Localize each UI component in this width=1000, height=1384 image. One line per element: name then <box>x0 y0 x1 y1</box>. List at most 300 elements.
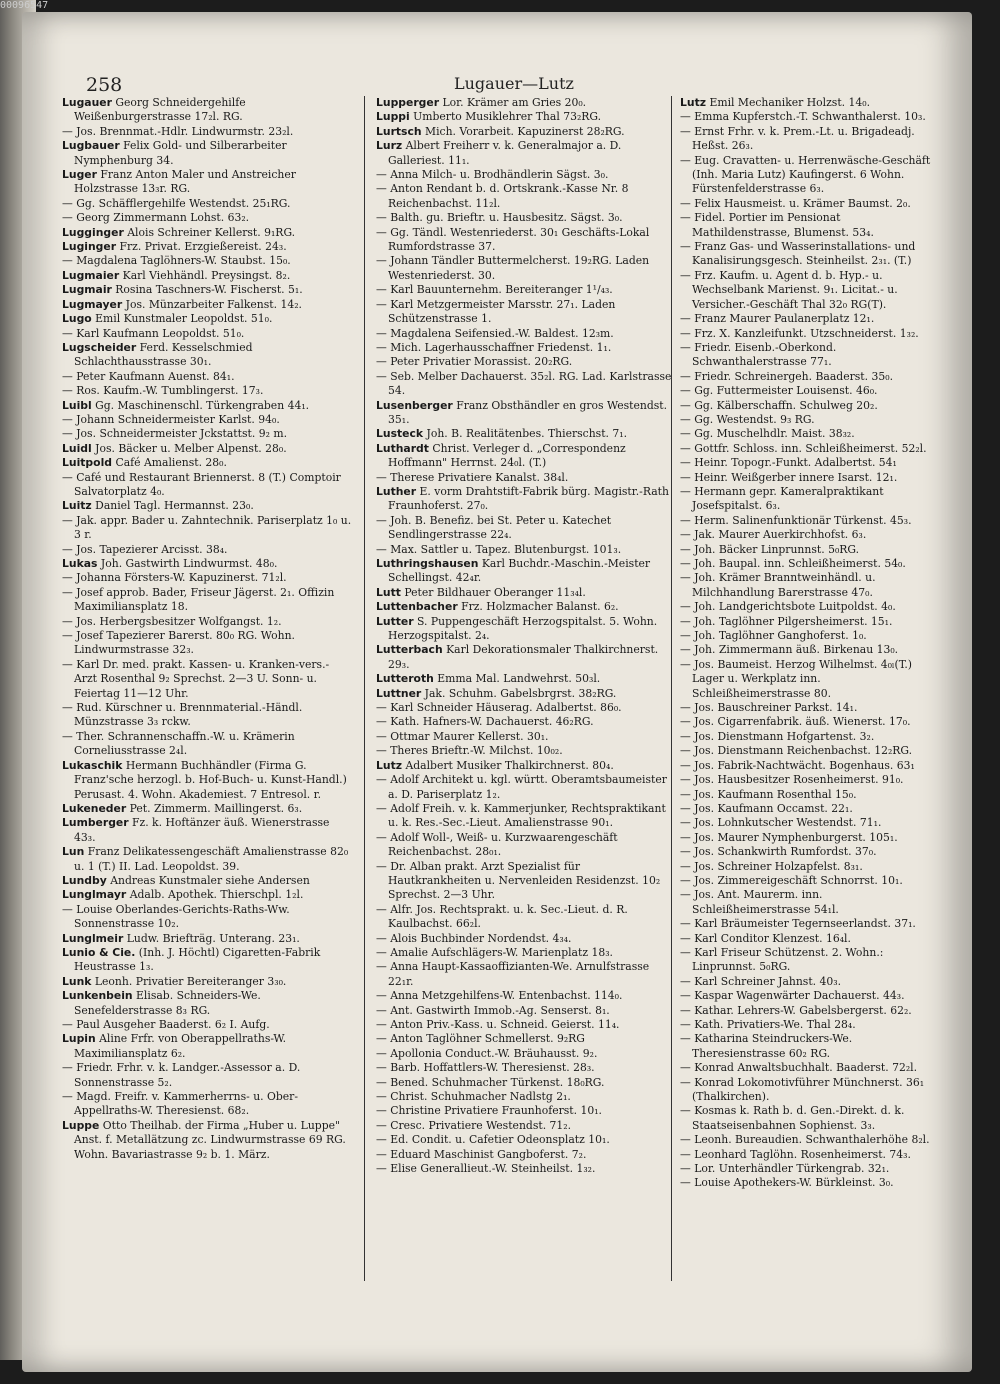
entry-details: — Jos. Cigarrenfabrik. äuß. Wienerst. 17₀. <box>680 715 911 729</box>
directory-entry <box>680 831 942 845</box>
directory-entry <box>680 730 942 744</box>
entry-details: — Karl Metzgermeister Marsstr. 27₁. Laden Schützenstrasse 1. <box>376 297 616 326</box>
directory-entry <box>62 168 352 197</box>
entry-details: — Johann Tändler Buttermelcherst. 19₂RG. Laden Westenriederst. 30. <box>376 254 650 282</box>
directory-entry <box>62 254 352 268</box>
directory-entry <box>680 1076 942 1105</box>
directory-entry <box>62 802 352 816</box>
entry-details: Hermann Buchhändler (Firma G. Franz'sche herzogl. b. Hof-Buch- u. Kunst-Handl.) Perusast. 4. Wohn. Akademiest. 7 Entresol. r. <box>74 758 347 801</box>
entry-surname: Lugscheider <box>62 340 137 354</box>
directory-entry <box>376 1148 676 1162</box>
entry-details: — Heinr. Weißgerber innere Isarst. 12₁. <box>680 470 898 484</box>
directory-entry <box>62 240 352 254</box>
entry-details: Lor. Krämer am Gries 20₀. <box>442 96 587 109</box>
directory-entry <box>680 773 942 787</box>
directory-entry <box>62 399 352 413</box>
directory-entry <box>376 125 676 139</box>
directory-entry <box>680 96 942 110</box>
entry-details: — Josef Tapezierer Barerst. 80₀ RG. Wohn. Lindwurmstrasse 32₃. <box>62 629 295 657</box>
directory-entry <box>376 543 676 557</box>
directory-entry <box>680 370 942 384</box>
entry-details: — Karl Bräumeister Tegernseerlandst. 37₁. <box>680 917 916 931</box>
entry-details: — Amalie Aufschlägers-W. Marienplatz 18₃. <box>376 945 613 959</box>
directory-entry <box>376 1162 676 1176</box>
entry-details: — Leonhard Taglöhn. Rosenheimerst. 74₃. <box>680 1147 911 1161</box>
entry-surname: Lutt <box>376 585 401 599</box>
entry-surname: Luther <box>376 484 417 498</box>
directory-entry <box>680 327 942 341</box>
entry-details: Emil Kunstmaler Leopoldst. 51₀. <box>95 312 273 326</box>
directory-entry <box>376 471 676 485</box>
directory-entry <box>62 442 352 456</box>
entry-details: — Seb. Melber Dachauerst. 35₂l. RG. Lad. Karlstrasse 54. <box>376 369 672 398</box>
directory-entry <box>680 932 942 946</box>
entry-details: Café Amalienst. 28₀. <box>115 456 227 470</box>
directory-entry <box>680 600 942 614</box>
entry-details: — Fidel. Portier im Pensionat Mathildenstrasse, Blumenst. 53₄. <box>680 211 874 239</box>
entry-details: — Alois Buchbinder Nordendst. 4₃₄. <box>376 931 572 945</box>
entry-details: Joh. B. Realitätenbes. Thierschst. 7₁. <box>426 427 628 441</box>
directory-entry <box>680 413 942 427</box>
directory-entry <box>62 1032 352 1061</box>
directory-entry <box>376 1119 676 1133</box>
directory-entry <box>62 932 352 946</box>
entry-details: — Joh. Krämer Branntweinhändl. u. Milchhandlung Barerstrasse 47₀. <box>680 571 876 599</box>
directory-entry <box>376 932 676 946</box>
entry-surname: Lugmair <box>62 283 112 297</box>
entry-surname: Lusenberger <box>376 398 453 412</box>
entry-details: — Gg. Muschelhdlr. Maist. 38₃₂. <box>680 427 855 441</box>
entry-surname: Lurtsch <box>376 124 422 138</box>
directory-entry <box>62 514 352 543</box>
directory-entry <box>680 341 942 370</box>
entry-details: — Jos. Dienstmann Reichenbachst. 12₂RG. <box>680 744 913 758</box>
directory-entry <box>680 975 942 989</box>
directory-entry <box>376 701 676 715</box>
entry-surname: Lurz <box>376 139 403 153</box>
directory-entry <box>376 370 676 399</box>
directory-entry <box>680 125 942 154</box>
entry-details: — Peter Privatier Morassist. 20₂RG. <box>376 355 573 369</box>
entry-details: Jak. Schuhm. Gabelsbrgrst. 38₂RG. <box>424 686 617 700</box>
directory-entry <box>376 946 676 960</box>
directory-entry <box>376 687 676 701</box>
directory-entry <box>680 802 942 816</box>
entry-details: — Friedr. Eisenb.-Oberkond. Schwanthalerstrasse 77₁. <box>680 340 837 369</box>
directory-entry <box>680 1104 942 1133</box>
entry-details: — Anna Milch- u. Brodhändlerin Sägst. 3₀. <box>376 168 609 182</box>
directory-entry <box>680 427 942 441</box>
directory-entry <box>62 586 352 615</box>
directory-entry <box>376 1090 676 1104</box>
directory-entry <box>680 557 942 571</box>
entry-details: — Leonh. Bureaudien. Schwanthalerhöhe 8₂l. <box>680 1133 930 1147</box>
directory-entry <box>376 744 676 758</box>
entry-details: — Ros. Kaufm.-W. Tumblingerst. 17₃. <box>62 384 264 398</box>
entry-details: — Therese Privatiere Kanalst. 38₄l. <box>376 470 569 484</box>
scan-id: 00096547 <box>0 0 49 11</box>
entry-details: — Magdalena Taglöhners-W. Staubst. 15₀. <box>62 254 291 268</box>
entry-details: Georg Schneidergehilfe Weißenburgerstrasse 17₂l. RG. <box>74 96 246 124</box>
directory-entry <box>680 384 942 398</box>
entry-surname: Luppe <box>62 1118 100 1132</box>
entry-details: Leonh. Privatier Bereiteranger 3₃₀. <box>94 974 287 988</box>
entry-surname: Luthringshausen <box>376 557 479 570</box>
entry-details: Jos. Münzarbeiter Falkenst. 14₂. <box>125 297 302 311</box>
directory-entry <box>680 1018 942 1032</box>
entry-details: Gg. Maschinenschl. Türkengraben 44₁. <box>95 398 310 412</box>
directory-entry <box>680 701 942 715</box>
directory-entry <box>376 399 676 428</box>
entry-details: — Joh. Taglöhner Pilgersheimerst. 15₁. <box>680 614 893 628</box>
entry-surname: Lukeneder <box>62 801 127 815</box>
directory-entry <box>680 110 942 124</box>
entry-details: — Magdalena Seifensied.-W. Baldest. 12₃m. <box>376 326 614 340</box>
entry-details: Felix Gold- und Silberarbeiter Nymphenburg 34. <box>74 139 287 167</box>
entry-details: — Jos. Bauschreiner Parkst. 14₁. <box>680 701 858 715</box>
entry-details: — Gg. Schäfflergehilfe Westendst. 25₁RG. <box>62 196 291 210</box>
directory-entry <box>376 557 676 586</box>
entry-details: Christ. Verleger d. „Correspondenz Hoffmann" Herrnst. 24₀l. (T.) <box>388 441 626 470</box>
directory-entry <box>680 1148 942 1162</box>
entry-details: — Eduard Maschinist Gangboferst. 7₂. <box>376 1147 587 1161</box>
entry-details: — Franz Maurer Paulanerplatz 12₁. <box>680 312 875 326</box>
running-head: Lugauer—Lutz <box>454 74 574 93</box>
entry-surname: Luidl <box>62 441 92 455</box>
directory-entry <box>376 442 676 471</box>
entry-details: — Ther. Schrannenschaffn.-W. u. Krämerin Corneliusstrasse 2₄l. <box>62 729 295 758</box>
directory-entry <box>62 96 352 125</box>
entry-details: — Jos. Schreiner Holzapfelst. 8₃₁. <box>680 859 863 873</box>
entry-surname: Lugo <box>62 312 92 326</box>
entry-details: Adalb. Apothek. Thierschpl. 1₂l. <box>129 888 304 902</box>
entry-details: — Jos. Kaufmann Rosenthal 15₀. <box>680 787 857 801</box>
entry-details: — Louise Oberlandes-Gerichts-Raths-Ww. Sonnenstrasse 10₂. <box>62 902 290 931</box>
directory-entry <box>62 197 352 211</box>
directory-entry <box>62 1119 352 1162</box>
directory-entry <box>680 759 942 773</box>
entry-surname: Luger <box>62 168 97 182</box>
entry-details: — Kath. Hafners-W. Dachauerst. 46₂RG. <box>376 715 594 729</box>
entry-details: — Jos. Schankwirth Rumfordst. 37₀. <box>680 845 877 859</box>
directory-entry <box>376 514 676 543</box>
directory-entry <box>376 960 676 989</box>
page-number: 258 <box>86 74 123 96</box>
directory-entry <box>62 874 352 888</box>
entry-details: — Ant. Gastwirth Immob.-Ag. Senserst. 8₁. <box>376 1003 610 1017</box>
entry-surname: Lutz <box>376 758 403 772</box>
entry-details: Albert Freiherr v. k. Generalmajor a. D. Galleriest. 11₁. <box>388 139 622 167</box>
entry-details: — Jos. Kaufmann Occamst. 22₁. <box>680 801 853 815</box>
entry-details: — Balth. gu. Brieftr. u. Hausbesitz. Sägst. 3₀. <box>376 211 623 225</box>
directory-entry <box>680 658 942 701</box>
entry-details: — Joh. Baupal. inn. Schleißheimerst. 54₀. <box>680 557 906 570</box>
entry-details: — Christine Privatiere Fraunhoferst. 10₁. <box>376 1104 602 1118</box>
directory-entry <box>680 543 942 557</box>
entry-details: — Karl Dr. med. prakt. Kassen- u. Kranken-vers.-Arzt Rosenthal 9₂ Sprechst. 2—3 U. Sonn- u. Feiertag 11—12 Uhr. <box>62 657 330 700</box>
directory-entry <box>376 226 676 255</box>
directory-entry <box>62 543 352 557</box>
directory-entry <box>680 643 942 657</box>
entry-details: — Gottfr. Schloss. inn. Schleißheimerst. 52₂l. <box>680 441 927 455</box>
entry-surname: Lutteroth <box>376 672 434 686</box>
directory-entry <box>680 816 942 830</box>
directory-entry <box>680 615 942 629</box>
directory-entry <box>680 946 942 975</box>
entry-details: Ferd. Kesselschmied Schlachthausstrasse 30₁. <box>74 340 253 369</box>
entry-details: — Kathar. Lehrers-W. Gabelsbergerst. 62₂. <box>680 1003 912 1017</box>
entry-surname: Luitpold <box>62 456 113 470</box>
entry-details: — Ottmar Maurer Kellerst. 30₁. <box>376 729 549 743</box>
directory-entry <box>62 341 352 370</box>
entry-details: Umberto Musiklehrer Thal 73₂RG. <box>413 110 602 124</box>
entry-details: — Adolf Freih. v. k. Kammerjunker, Rechtspraktikant u. k. Res.-Sec.-Lieut. Amalienstrasse 90₁. <box>376 801 666 830</box>
entry-details: — Konrad Lokomotivführer Münchnerst. 36₁ (Thalkirchen). <box>680 1075 925 1104</box>
directory-entry <box>376 715 676 729</box>
directory-entry <box>680 571 942 600</box>
entry-details: Karl Dekorationsmaler Thalkirchnerst. 29₃. <box>388 643 659 671</box>
entry-surname: Lunkenbein <box>62 989 133 1003</box>
entry-details: — Friedr. Frhr. v. k. Landger.-Assessor a. D. Sonnenstrasse 5₂. <box>62 1061 301 1089</box>
entry-details: — Franz Gas- und Wasserinstallations- und Kanalisirungsgesch. Steinheilst. 2₃₁. (T.) <box>680 240 916 268</box>
entry-details: — Jos. Schneidermeister Jckstattst. 9₂ m. <box>62 427 288 441</box>
entry-details: — Frz. X. Kanzleifunkt. Utzschneiderst. 1₃₂. <box>680 326 919 340</box>
entry-details: Aline Frfr. von Oberappellraths-W. Maximiliansplatz 6₂. <box>74 1032 287 1060</box>
entry-details: — Karl Friseur Schützenst. 2. Wohn.: Linprunnst. 5₀RG. <box>680 945 884 974</box>
entry-details: — Anton Rendant b. d. Ortskrank.-Kasse Nr. 8 Reichenbachst. 11₂l. <box>376 182 629 210</box>
entry-details: Mich. Vorarbeit. Kapuzinerst 28₂RG. <box>425 124 625 138</box>
entry-details: — Jos. Ant. Maurerm. inn. Schleißheimerstrasse 54₁l. <box>680 888 839 916</box>
entry-details: — Jos. Maurer Nymphenburgerst. 105₁. <box>680 830 898 844</box>
directory-entry <box>680 399 942 413</box>
entry-details: — Anton Taglöhner Schmellerst. 9₂RG <box>376 1032 585 1046</box>
directory-entry <box>680 744 942 758</box>
directory-entry <box>376 989 676 1003</box>
entry-details: (Inh. J. Höchtl) Cigaretten-Fabrik Heustrasse 1₃. <box>74 945 321 974</box>
entry-surname: Lun <box>62 845 85 859</box>
entry-surname: Luthardt <box>376 441 429 455</box>
entry-details: Emma Mal. Landwehrst. 50₃l. <box>437 672 601 686</box>
entry-details: — Gg. Kälberschaffn. Schulweg 20₂. <box>680 398 878 412</box>
entry-details: S. Puppengeschäft Herzogspitalst. 5. Wohn. Herzogspitalst. 2₄. <box>388 614 658 643</box>
entry-details: — Joh. B. Benefiz. bei St. Peter u. Katechet Sendlingerstrasse 22₄. <box>376 513 612 542</box>
entry-details: Karl Buchdr.-Maschin.-Meister Schellingst. 42₄r. <box>388 557 651 585</box>
directory-entry <box>62 1018 352 1032</box>
directory-entry <box>680 1032 942 1061</box>
entry-details: — Josef approb. Bader, Friseur Jägerst. 2₁. Offizin Maximiliansplatz 18. <box>62 585 335 614</box>
directory-entry <box>376 485 676 514</box>
directory-entry <box>376 672 676 686</box>
entry-details: Andreas Kunstmaler siehe Andersen <box>110 873 310 887</box>
entry-surname: Lugginger <box>62 225 124 239</box>
directory-entry <box>62 384 352 398</box>
entry-details: — Ernst Frhr. v. k. Prem.-Lt. u. Brigadeadj. Heßst. 26₃. <box>680 124 915 153</box>
directory-entry <box>62 1061 352 1090</box>
directory-entry <box>680 1004 942 1018</box>
entry-details: — Herm. Salinenfunktionär Türkenst. 45₃. <box>680 513 912 527</box>
directory-entry <box>62 903 352 932</box>
entry-surname: Luitz <box>62 499 92 513</box>
entry-details: — Johanna Försters-W. Kapuzinerst. 71₂l. <box>62 571 287 585</box>
directory-entry <box>62 888 352 902</box>
directory-entry <box>376 1047 676 1061</box>
entry-surname: Lumberger <box>62 816 129 830</box>
directory-entry <box>62 571 352 585</box>
directory-entry <box>680 874 942 888</box>
entry-details: — Adolf Architekt u. kgl. württ. Oberamtsbaumeister a. D. Pariserplatz 1₂. <box>376 773 667 801</box>
entry-details: — Gg. Westendst. 9₃ RG. <box>680 412 815 426</box>
directory-entry <box>680 860 942 874</box>
entry-surname: Luibl <box>62 398 92 412</box>
directory-entry <box>680 917 942 931</box>
entry-details: Frz. Privat. Erzgießereist. 24₃. <box>119 240 287 254</box>
directory-entry <box>376 1104 676 1118</box>
directory-entry <box>376 283 676 297</box>
directory-entry <box>376 802 676 831</box>
directory-entry <box>376 1061 676 1075</box>
entry-details: Joh. Gastwirth Lindwurmst. 48₀. <box>100 557 278 570</box>
entry-details: — Jak. appr. Bader u. Zahntechnik. Pariserplatz 1₀ u. 3 r. <box>62 513 352 542</box>
entry-surname: Lugmaier <box>62 268 120 282</box>
entry-details: — Peter Kaufmann Auenst. 84₁. <box>62 369 235 383</box>
entry-details: — Dr. Alban prakt. Arzt Spezialist für Hautkrankheiten u. Nervenleiden Residenzst. 10₂ Sprechst. 2—3 Uhr. <box>376 859 661 902</box>
directory-entry <box>680 197 942 211</box>
entry-details: Alois Schreiner Kellerst. 9₁RG. <box>127 225 296 239</box>
entry-details: — Karl Schreiner Jahnst. 40₃. <box>680 974 842 988</box>
entry-details: — Bened. Schuhmacher Türkenst. 18₀RG. <box>376 1075 605 1089</box>
directory-entry <box>680 629 942 643</box>
directory-entry <box>376 615 676 644</box>
entry-details: Jos. Bäcker u. Melber Alpenst. 28₀. <box>95 441 287 455</box>
entry-details: — Hermann gepr. Kameralpraktikant Josefspitalst. 6₃. <box>680 484 884 513</box>
entry-surname: Lunglmayr <box>62 888 127 902</box>
directory-entry <box>62 298 352 312</box>
directory-entry <box>376 1032 676 1046</box>
entry-details: — Jos. Zimmereigeschäft Schnorrst. 10₁. <box>680 873 903 887</box>
entry-details: Adalbert Musiker Thalkirchnerst. 80₄. <box>405 758 614 772</box>
entry-surname: Luttner <box>376 686 422 700</box>
directory-entry <box>376 643 676 672</box>
directory-entry <box>376 355 676 369</box>
directory-entry <box>62 658 352 701</box>
directory-entry <box>62 759 352 802</box>
directory-entry <box>62 730 352 759</box>
entry-details: — Konrad Anwaltsbuchhalt. Baaderst. 72₂l. <box>680 1061 918 1075</box>
directory-entry <box>62 845 352 874</box>
directory-entry <box>376 139 676 168</box>
entry-details: Elisab. Schneiders-We. Senefelderstrasse 8₃ RG. <box>74 989 261 1017</box>
entry-details: — Theres Brieftr.-W. Milchst. 10₀₂. <box>376 744 563 758</box>
entry-details: Peter Bildhauer Oberanger 11₃₄l. <box>404 585 586 599</box>
directory-entry <box>376 1076 676 1090</box>
directory-entry <box>680 715 942 729</box>
entry-details: — Anton Priv.-Kass. u. Schneid. Geierst. 11₄. <box>376 1018 620 1031</box>
directory-entry <box>62 499 352 513</box>
directory-entry <box>680 514 942 528</box>
entry-details: Franz Delikatessengeschäft Amalienstrasse 82₀ u. 1 (T.) II. Lad. Leopoldst. 39. <box>74 845 349 873</box>
entry-details: — Johann Schneidermeister Karlst. 94₀. <box>62 412 280 426</box>
entry-details: — Karl Conditor Klenzest. 16₄l. <box>680 931 851 945</box>
directory-entry <box>62 125 352 139</box>
directory-entry <box>680 845 942 859</box>
entry-details: — Paul Ausgeher Baaderst. 6₂ I. Aufg. <box>62 1018 270 1031</box>
directory-entry <box>62 629 352 658</box>
entry-details: — Alfr. Jos. Rechtsprakt. u. k. Sec.-Lieut. d. R. Kaulbachst. 66₂l. <box>376 902 628 931</box>
directory-entry <box>680 485 942 514</box>
entry-details: Franz Obsthändler en gros Westendst. 35₁. <box>388 398 668 426</box>
entry-details: — Jos. Baumeist. Herzog Wilhelmst. 4₀ₗ(T.) Lager u. Werkplatz inn. Schleißheimerstrasse 80. <box>680 657 912 700</box>
entry-details: — Jos. Lohnkutscher Westendst. 71₁. <box>680 816 882 830</box>
entry-details: — Felix Hausmeist. u. Krämer Baumst. 2₀. <box>680 196 911 210</box>
directory-entry <box>376 211 676 225</box>
entry-details: — Max. Sattler u. Tapez. Blutenburgst. 101₃. <box>376 542 622 556</box>
directory-entry <box>62 139 352 168</box>
entry-surname: Lusteck <box>376 427 424 441</box>
entry-details: — Joh. Zimmermann äuß. Birkenau 13₀. <box>680 643 899 657</box>
directory-entry <box>680 1061 942 1075</box>
entry-details: Otto Theilhab. der Firma „Huber u. Luppe" Anst. f. Metallätzung zc. Lindwurmstrasse 69 RG. Wohn. Bavariastrasse 9₂ b. 1. März. <box>74 1118 346 1161</box>
directory-entry <box>376 903 676 932</box>
entry-surname: Lukas <box>62 557 98 570</box>
entry-details: — Jak. Maurer Auerkirchhofst. 6₃. <box>680 528 867 542</box>
entry-surname: Lunglmeir <box>62 931 124 945</box>
directory-entry <box>62 226 352 240</box>
directory-entry <box>376 298 676 327</box>
entry-details: — Mich. Lagerhausschaffner Friedenst. 1₁. <box>376 340 612 354</box>
directory-entry <box>62 456 352 470</box>
entry-details: — Jos. Dienstmann Hofgartenst. 3₂. <box>680 729 875 743</box>
directory-entry <box>62 269 352 283</box>
directory-entry <box>680 1162 942 1176</box>
entry-details: — Eug. Cravatten- u. Herrenwäsche-Geschäft (Inh. Maria Lutz) Kaufingerst. 6 Wohn. Fürstenfelderstrasse 6₃. <box>680 153 931 196</box>
entry-surname: Lutz <box>680 96 707 109</box>
entry-details: — Heinr. Topogr.-Funkt. Adalbertst. 54₁ <box>680 456 897 470</box>
directory-entry <box>62 312 352 326</box>
directory-entry <box>62 615 352 629</box>
directory-entry <box>680 240 942 269</box>
entry-details: — Jos. Herbergsbesitzer Wolfgangst. 1₂. <box>62 614 282 628</box>
entry-surname: Lugauer <box>62 96 112 109</box>
column-2 <box>360 96 676 1176</box>
entry-details: — Anna Haupt-Kassaoffizianten-We. Arnulfstrasse 22₁r. <box>376 960 650 988</box>
directory-entry <box>62 1090 352 1119</box>
entry-details: Frz. Holzmacher Balanst. 6₂. <box>461 600 619 614</box>
entry-surname: Lukaschik <box>62 758 123 772</box>
directory-entry <box>376 831 676 860</box>
directory-entry <box>62 211 352 225</box>
entry-details: — Cresc. Privatiere Westendst. 71₂. <box>376 1118 572 1132</box>
directory-entry <box>680 269 942 312</box>
entry-surname: Lutter <box>376 614 414 628</box>
directory-entry <box>376 860 676 903</box>
entry-details: — Emma Kupferstch.-T. Schwanthalerst. 10₃. <box>680 110 926 124</box>
directory-entry <box>680 1133 942 1147</box>
entry-details: — Joh. Bäcker Linprunnst. 5₀RG. <box>680 542 860 556</box>
directory-entry <box>62 557 352 571</box>
column-3 <box>676 96 942 1191</box>
directory-entry <box>376 341 676 355</box>
entry-details: Ludw. Briefträg. Unterang. 23₁. <box>126 931 300 945</box>
directory-entry <box>376 110 676 124</box>
entry-surname: Lupin <box>62 1032 96 1046</box>
entry-details: Rosina Taschners-W. Fischerst. 5₁. <box>115 283 303 297</box>
directory-entry <box>62 989 352 1018</box>
entry-surname: Luginger <box>62 240 117 254</box>
entry-details: — Jos. Brennmat.-Hdlr. Lindwurmstr. 23₂l. <box>62 124 294 138</box>
entry-details: — Barb. Hoffattlers-W. Theresienst. 28₃. <box>376 1061 595 1075</box>
directory-entry <box>680 1176 942 1190</box>
entry-surname: Lutterbach <box>376 643 443 657</box>
